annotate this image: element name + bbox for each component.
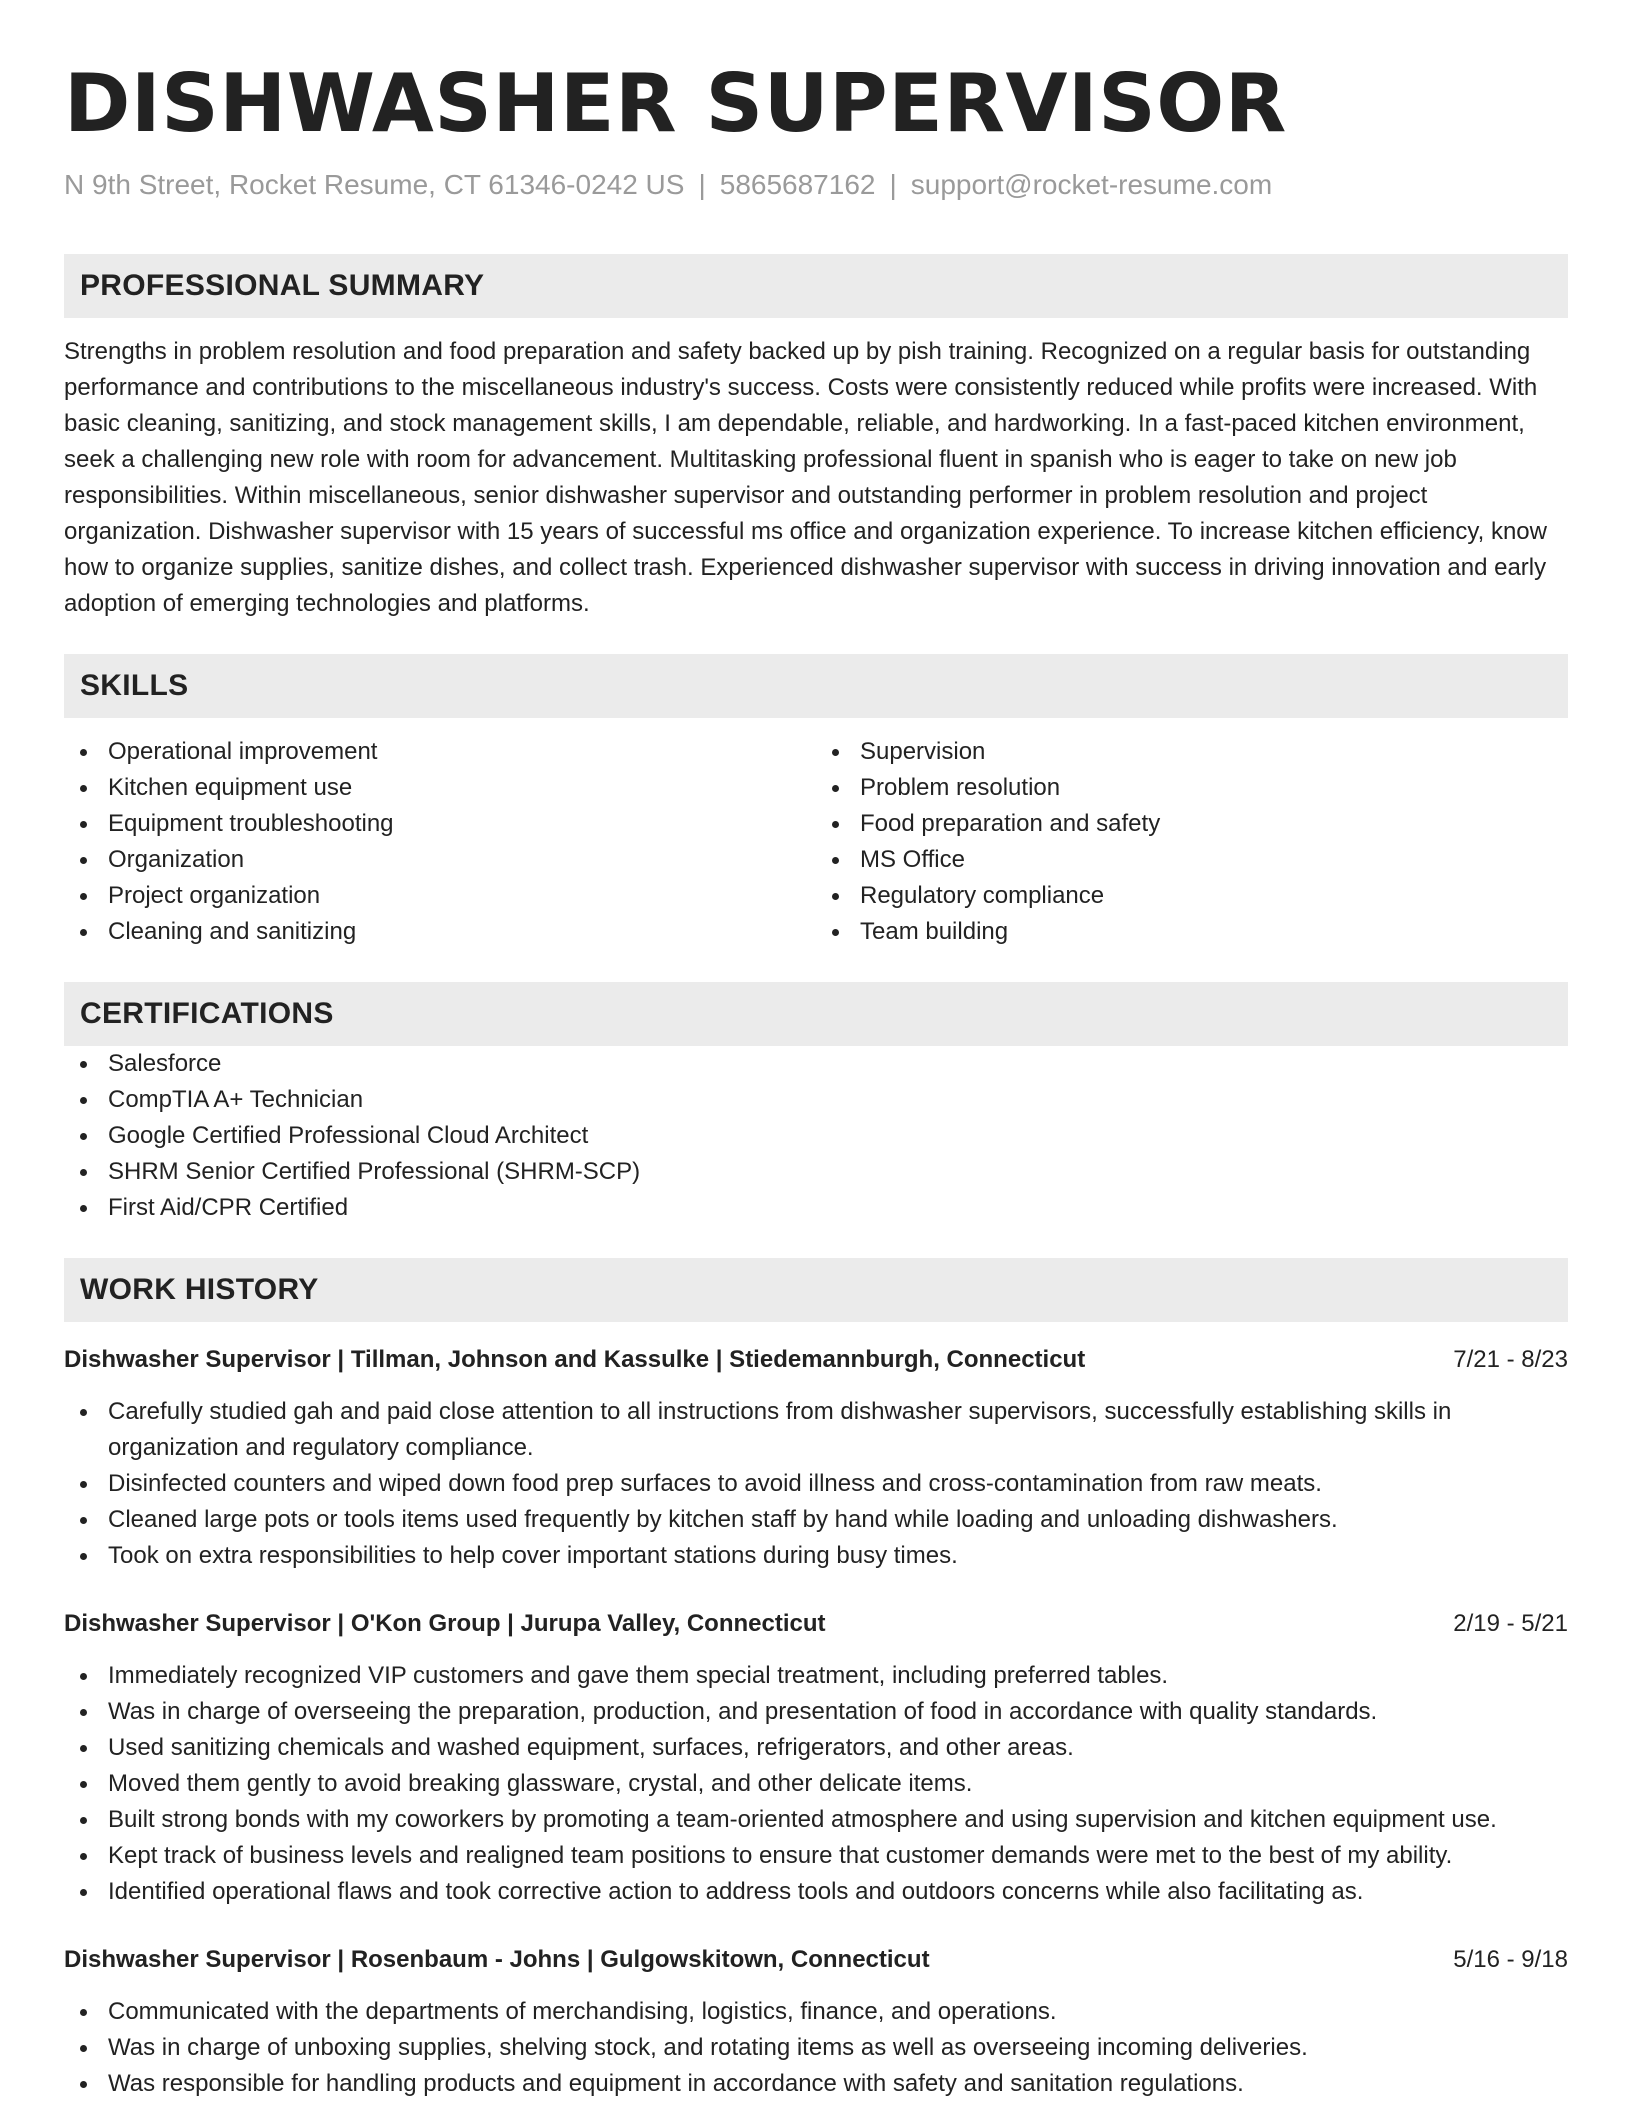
skills-section-header: [64, 654, 1568, 718]
job-entry: [64, 1342, 1568, 1574]
skill-item: Cleaning and sanitizing: [64, 914, 816, 950]
job-dates: 7/21 - 8/23: [1453, 1346, 1568, 1373]
skill-item: Equipment troubleshooting: [64, 806, 816, 842]
job-header: [64, 1606, 1568, 1642]
job-bullet: Was in charge of overseeing the preparation, production, and presentation of food in accordance with quality standards.: [64, 1694, 1568, 1730]
job-header: [64, 1942, 1568, 1978]
skills-list-right: [816, 734, 1568, 950]
job-bullets: [64, 1658, 1568, 1910]
contact-email: support@rocket-resume.com: [910, 169, 1273, 200]
job-bullet: Carefully studied gah and paid close attention to all instructions from dishwasher supervisors, successfully establishing skills in organization and regulatory compliance.: [64, 1394, 1568, 1466]
job-entry: [64, 1606, 1568, 1910]
skill-item: Project organization: [64, 878, 816, 914]
candidate-name: DISHWASHER SUPERVISOR: [64, 57, 1287, 150]
job-title: Dishwasher Supervisor | Tillman, Johnson and Kassulke | Stiedemannburgh, Connecticut: [64, 1346, 1086, 1373]
contact-separator: |: [698, 169, 706, 200]
job-bullet: Identified operational flaws and took corrective action to address tools and outdoors concerns while also facilitating as.: [64, 1874, 1568, 1910]
job-dates: 2/19 - 5/21: [1453, 1610, 1568, 1637]
skill-item: Problem resolution: [816, 770, 1568, 806]
contact-line: [64, 166, 1568, 204]
job-bullet: Kept track of business levels and realigned team positions to ensure that customer demands were met to the best of my ability.: [64, 1838, 1568, 1874]
job-bullet: Used sanitizing chemicals and washed equipment, surfaces, refrigerators, and other areas.: [64, 1730, 1568, 1766]
job-dates: 5/16 - 9/18: [1453, 1946, 1568, 1973]
skill-item: MS Office: [816, 842, 1568, 878]
summary-text: Strengths in problem resolution and food preparation and safety backed up by pish training. Recognized on a regular basis for outstanding performance and contributions to the miscellaneous industry's success. Costs were consistently reduced while profits were increased. With basic cleaning, sanitizing, and stock management skills, I am dependable, reliable, and hardworking. In a fast-paced kitchen environment, seek a challenging new role with room for advancement. Multitasking professional fluent in spanish who is eager to take on new job responsibilities. Within miscellaneous, senior dishwasher supervisor and outstanding performer in problem resolution and project organization. Dishwasher supervisor with 15 years of successful ms office and organization experience. To increase kitchen efficiency, know how to organize supplies, sanitize dishes, and collect trash. Experienced dishwasher supervisor with success in driving innovation and early adoption of emerging technologies and platforms.: [64, 338, 1547, 617]
certifications-heading: CERTIFICATIONS: [80, 997, 334, 1030]
job-bullets: [64, 1394, 1568, 1574]
job-title: Dishwasher Supervisor | Rosenbaum - Johns | Gulgowskitown, Connecticut: [64, 1946, 930, 1973]
certification-item: CompTIA A+ Technician: [64, 1082, 1568, 1118]
job-bullets: [64, 1994, 1568, 2102]
job-bullet: Was responsible for handling products and equipment in accordance with safety and sanitation regulations.: [64, 2066, 1568, 2102]
contact-separator: |: [889, 169, 897, 200]
job-title: Dishwasher Supervisor | O'Kon Group | Jurupa Valley, Connecticut: [64, 1610, 826, 1637]
job-entry: [64, 1942, 1568, 2102]
resume-content: [64, 52, 1568, 2102]
work-history-heading: WORK HISTORY: [80, 1273, 319, 1306]
certification-item: First Aid/CPR Certified: [64, 1190, 1568, 1226]
skill-item: Organization: [64, 842, 816, 878]
skill-item: Team building: [816, 914, 1568, 950]
contact-phone: 5865687162: [719, 169, 876, 200]
job-bullet: Communicated with the departments of merchandising, logistics, finance, and operations.: [64, 1994, 1568, 2030]
skill-item: Regulatory compliance: [816, 878, 1568, 914]
job-bullet: Cleaned large pots or tools items used frequently by kitchen staff by hand while loading and unloading dishwashers.: [64, 1502, 1568, 1538]
skill-item: Food preparation and safety: [816, 806, 1568, 842]
job-bullet: Was in charge of unboxing supplies, shelving stock, and rotating items as well as overseeing incoming deliveries.: [64, 2030, 1568, 2066]
job-bullet: Took on extra responsibilities to help cover important stations during busy times.: [64, 1538, 1568, 1574]
work-history-section-header: [64, 1258, 1568, 1322]
certification-item: SHRM Senior Certified Professional (SHRM-SCP): [64, 1154, 1568, 1190]
certification-item: Google Certified Professional Cloud Architect: [64, 1118, 1568, 1154]
certification-item: Salesforce: [64, 1046, 1568, 1082]
skill-item: Operational improvement: [64, 734, 816, 770]
certifications-list: [64, 1046, 1568, 1226]
summary-section-header: [64, 254, 1568, 318]
skills-heading: SKILLS: [80, 669, 189, 702]
summary-heading: PROFESSIONAL SUMMARY: [80, 269, 485, 302]
skills-list-left: [64, 734, 816, 950]
job-bullet: Disinfected counters and wiped down food prep surfaces to avoid illness and cross-contamination from raw meats.: [64, 1466, 1568, 1502]
skill-item: Supervision: [816, 734, 1568, 770]
job-header: [64, 1342, 1568, 1378]
certifications-section-header: [64, 982, 1568, 1046]
skills-grid: [64, 734, 1568, 950]
contact-address: N 9th Street, Rocket Resume, CT 61346-0242 US: [64, 169, 685, 200]
skill-item: Kitchen equipment use: [64, 770, 816, 806]
job-bullet: Built strong bonds with my coworkers by promoting a team-oriented atmosphere and using supervision and kitchen equipment use.: [64, 1802, 1568, 1838]
job-bullet: Moved them gently to avoid breaking glassware, crystal, and other delicate items.: [64, 1766, 1568, 1802]
job-bullet: Immediately recognized VIP customers and gave them special treatment, including preferred tables.: [64, 1658, 1568, 1694]
